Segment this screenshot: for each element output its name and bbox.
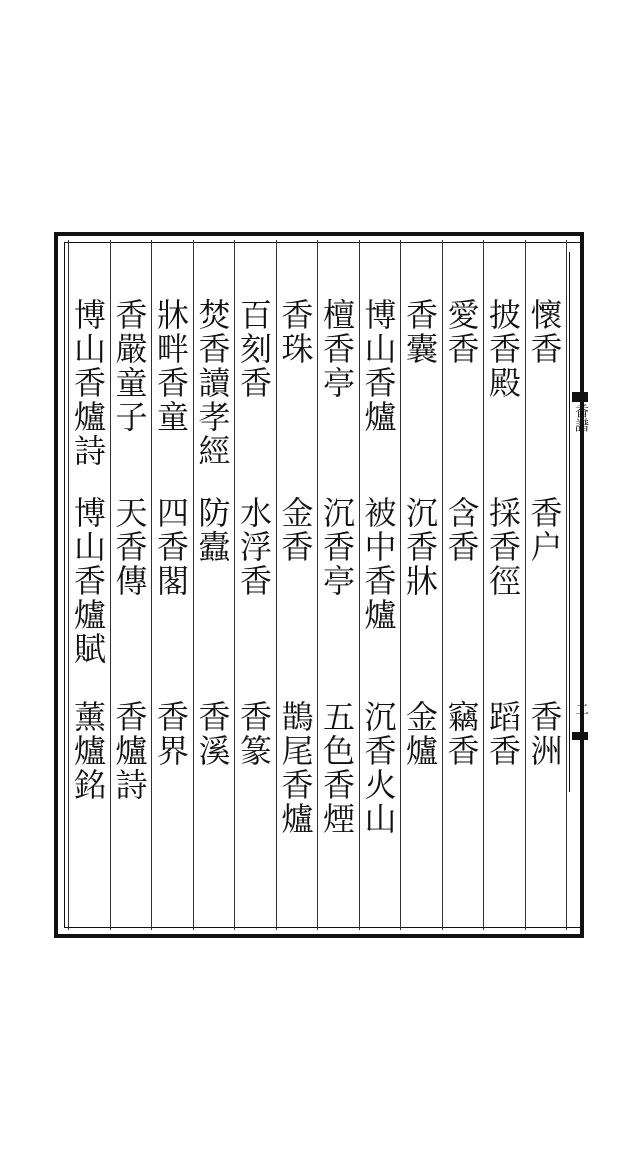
column-2-entry-3: 蹈香 — [484, 700, 522, 768]
column-7-entry-3: 鵲尾香爐 — [276, 700, 315, 836]
column-8-entry-1: 百刻香 — [235, 298, 273, 400]
column-10-entry-3: 香界 — [152, 700, 190, 768]
column-11-entry-2: 天香傳 — [110, 496, 149, 598]
column-9-entry-2: 防蠹 — [193, 496, 232, 564]
column-12-entry-1: 博山香爐詩 — [69, 298, 107, 468]
column-9-entry-3: 香溪 — [193, 700, 232, 768]
column-4-entry-3: 金爐 — [401, 700, 439, 768]
column-6-entry-1: 檀香亭 — [318, 298, 356, 400]
column-1-entry-2: 香户 — [525, 496, 564, 564]
column-8-entry-2: 水浮香 — [235, 496, 273, 598]
fold-mark-top — [572, 392, 588, 402]
column-3-entry-3: 竊香 — [442, 700, 481, 768]
column-divider — [566, 240, 567, 930]
column-4-entry-1: 香囊 — [401, 298, 439, 366]
column-10-entry-2: 四香閣 — [152, 496, 190, 598]
column-5-entry-2: 被中香爐 — [359, 496, 398, 632]
column-3-entry-1: 愛香 — [442, 298, 481, 366]
column-2-entry-2: 採香徑 — [484, 496, 522, 598]
fold-edge-title: 香譜 — [573, 404, 589, 432]
column-6-entry-3: 五色香煙 — [318, 700, 356, 836]
column-3-entry-2: 含香 — [442, 496, 481, 564]
column-5-entry-3: 沉香火山 — [359, 700, 398, 836]
column-12-entry-3: 薰爐銘 — [69, 700, 107, 802]
fold-mark-bottom — [572, 732, 588, 740]
column-11-entry-1: 香嚴童子 — [110, 298, 149, 434]
column-9-entry-1: 焚香讀孝經 — [193, 298, 232, 468]
column-1-entry-3: 香洲 — [525, 700, 564, 768]
column-4-entry-2: 沉香牀 — [401, 496, 439, 598]
column-7-entry-1: 香珠 — [276, 298, 315, 366]
column-5-entry-1: 博山香爐 — [359, 298, 398, 434]
column-11-entry-3: 香爐詩 — [110, 700, 149, 802]
column-12-entry-2: 博山香爐賦 — [69, 496, 107, 666]
column-6-entry-2: 沉香亭 — [318, 496, 356, 598]
column-7-entry-2: 金香 — [276, 496, 315, 564]
column-10-entry-1: 牀畔香童 — [152, 298, 190, 434]
column-8-entry-3: 香篆 — [235, 700, 273, 768]
column-2-entry-1: 披香殿 — [484, 298, 522, 400]
column-1-entry-1: 懷香 — [525, 298, 564, 366]
fold-edge-page-number: 二 — [573, 702, 589, 716]
